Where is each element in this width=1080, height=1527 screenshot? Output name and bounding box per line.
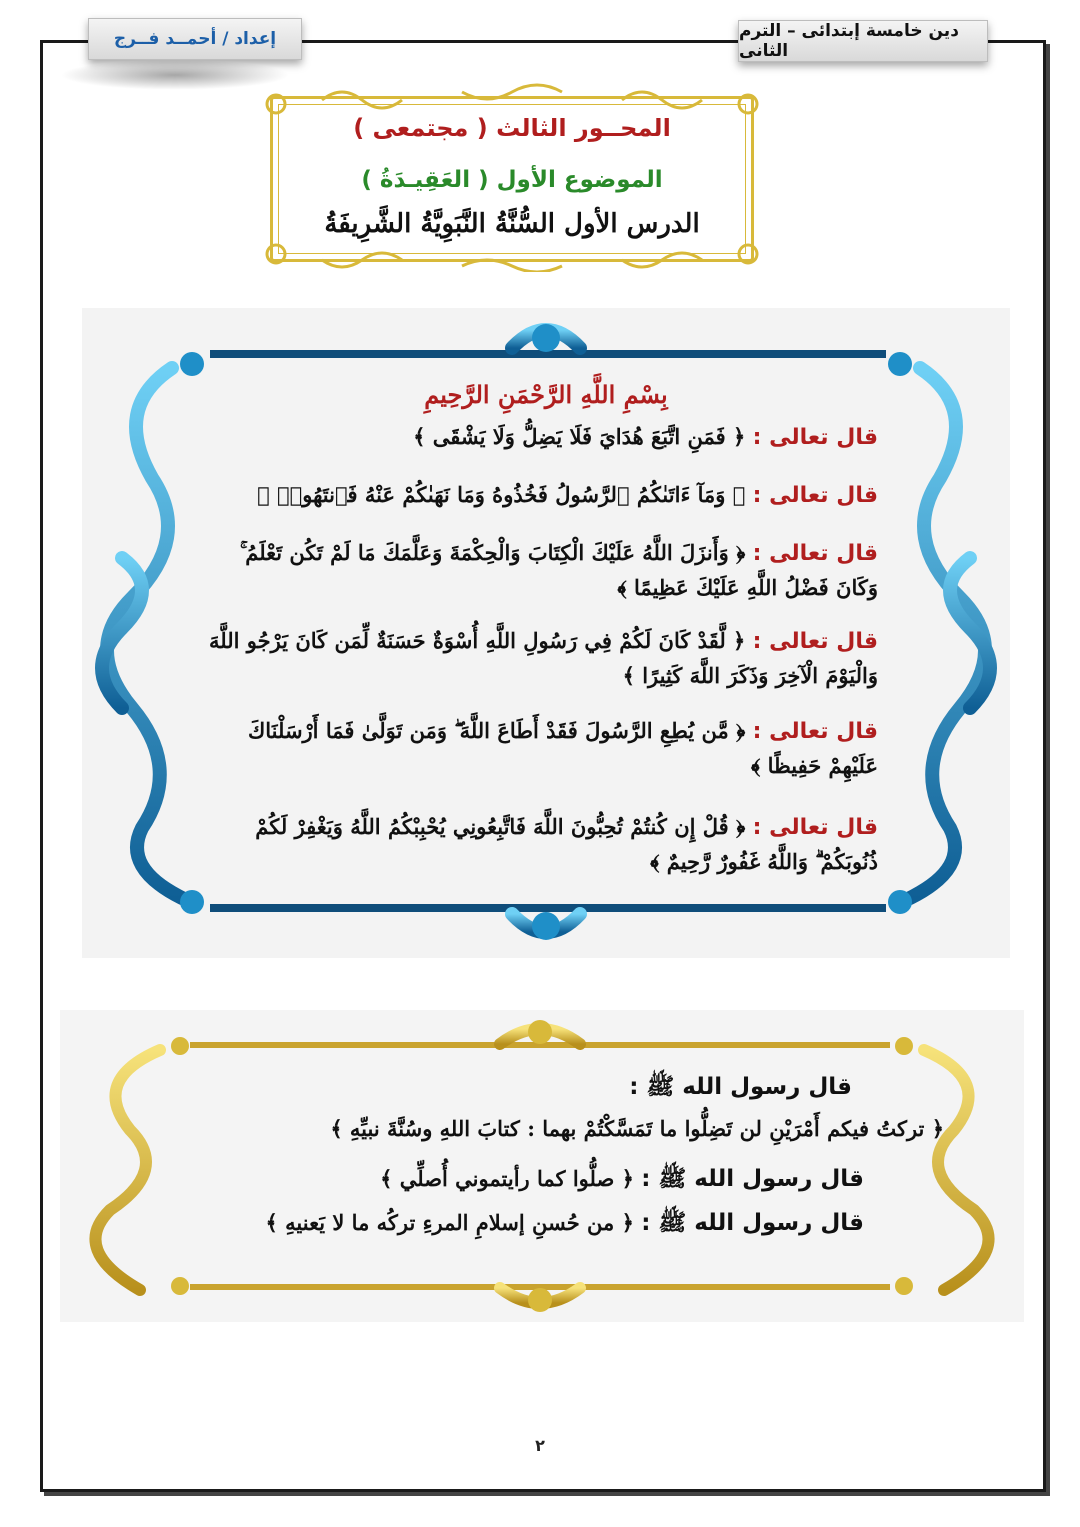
axis-title: المحــور الثالث ( مجتمعى ) [353, 114, 671, 142]
verse-label: قال تعالى : [752, 719, 878, 744]
verse-text: ﴿ مَّن يُطِعِ الرَّسُولَ فَقَدْ أَطَاعَ اللَّهَ ۖ وَمَن تَوَلَّىٰ فَمَا أَرْسَلْنَاكَ عَلَيْهِمْ حَفِيظًا ﴾ [247, 718, 878, 778]
hadith-text: ﴿ من حُسنِ إسلامِ المرءِ تركُه ما لا يَعنيهِ ﴾ [265, 1210, 634, 1235]
verse-text: ﴿ قُلْ إِن كُنتُمْ تُحِبُّونَ اللَّهَ فَاتَّبِعُونِي يُحْبِبْكُمُ اللَّهُ وَيَغْفِرْ لَكُمْ ذُنُوبَكُمْ ۗ وَاللَّهُ غَفُورٌ رَّحِيمٌ ﴾ [255, 814, 878, 874]
hadith-intro-text: ﴿ تركتُ فيكم أَمْرَيْنِ لن تَضِلُّوا ما تَمَسَّكْتُمْ بهما : كتابَ اللهِ وسُنَّةَ نبيِّهِ ﴾ [330, 1116, 944, 1141]
verse-text: ﴿ فَمَنِ اتَّبَعَ هُدَايَ فَلَا يَضِلُّ وَلَا يَشْقَى ﴾ [413, 424, 746, 449]
title-frame [262, 82, 762, 272]
subject-label: دين خامسة إبتدائى – الترم الثانى [738, 20, 988, 62]
hadith-text: ﴿ صلُّوا كما رأيتموني أُصلِّي ﴾ [380, 1166, 634, 1191]
verse-5 [198, 714, 878, 783]
verse-label: قال تعالى : [752, 629, 878, 654]
verse-text: ﴿ وَأَنزَلَ اللَّهُ عَلَيْكَ الْكِتَابَ وَالْحِكْمَةَ وَعَلَّمَكَ مَا لَمْ تَكُن تَعْلَمُ ۚ وَكَانَ فَضْلُ اللَّهِ عَلَيْكَ عَظِيمًا ﴾ [239, 540, 878, 600]
hadith-2 [144, 1208, 864, 1242]
hadith-frame [60, 1010, 1024, 1322]
verse-3 [198, 536, 878, 605]
author-tab-shadow [60, 60, 290, 90]
hadith-label: قال رسول الله ﷺ : [641, 1166, 864, 1192]
basmala: بِسْمِ اللَّهِ الرَّحْمَنِ الرَّحِيمِ [424, 380, 668, 409]
verse-label: قال تعالى : [752, 541, 878, 566]
hadith-1 [144, 1164, 864, 1198]
hadith-intro-label: قال رسول الله ﷺ : [629, 1074, 852, 1100]
verse-text: ﴿ وَمَآ ءَاتَىٰكُمُ ٱلرَّسُولُ فَخُذُوهُ وَمَا نَهَىٰكُمْ عَنْهُ فَٱنتَهُوا۟ ﴾ [257, 482, 746, 507]
hadith-label: قال رسول الله ﷺ : [641, 1210, 864, 1236]
author-label: إعداد / أحمــد فــرج [88, 18, 302, 60]
verse-2 [198, 478, 878, 513]
verse-label: قال تعالى : [752, 425, 878, 450]
quran-verses-frame [82, 308, 1010, 958]
verse-text: ﴿ لَّقَدْ كَانَ لَكُمْ فِي رَسُولِ اللَّهِ أُسْوَةٌ حَسَنَةٌ لِّمَن كَانَ يَرْجُو اللَّهَ وَالْيَوْمَ الْآخِرَ وَذَكَرَ اللَّهَ كَثِيرًا ﴾ [209, 628, 878, 688]
verse-label: قال تعالى : [752, 815, 878, 840]
verse-1 [198, 420, 878, 455]
topic-title: الموضوع الأول ( العَقِيـدَةُ ) [361, 167, 663, 193]
page-number: ٢ [535, 1436, 545, 1455]
lesson-title: الدرس الأول السُّنَّةُ النَّبَوِيَّةُ الشَّرِيفَةُ [324, 209, 700, 239]
verse-label: قال تعالى : [752, 483, 878, 508]
verse-6 [198, 810, 878, 879]
verse-4 [198, 624, 878, 693]
